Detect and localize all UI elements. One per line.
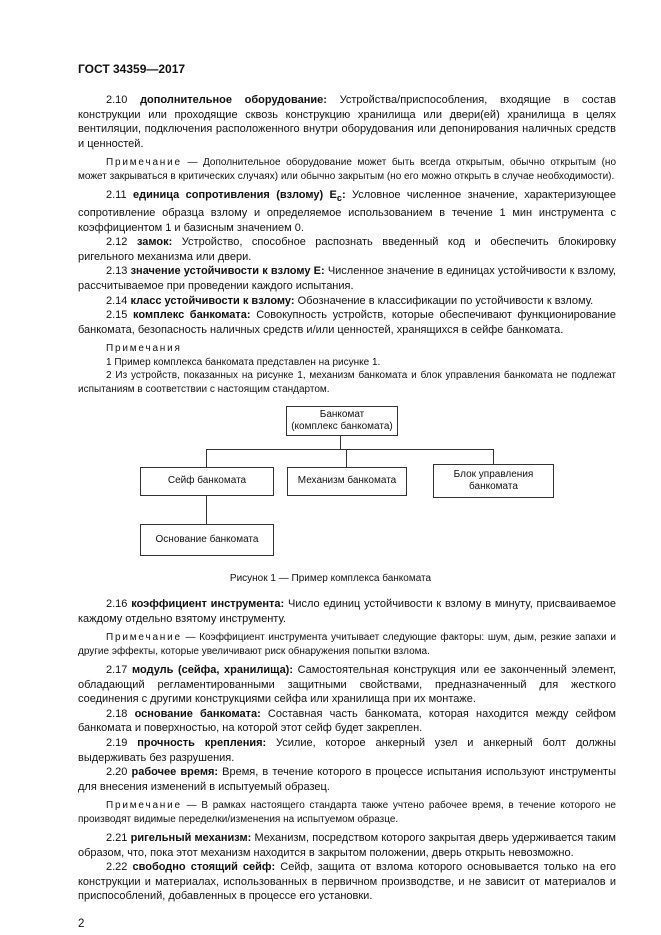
definition-2-15 <box>78 308 616 337</box>
box-atm-control-unit: Блок управления банкомата <box>433 464 554 498</box>
term-definition: Условное численное значение, характеризующее сопротивление образца взлому и определяемое использованием в течение 1 мин инструмента с коэффициентом 1 и базисным значением 0. <box>78 189 616 234</box>
note-item: 2 Из устройств, показанных на рисунке 1, механизм банкомата и блок управления банкомата не подлежат испытаниям в соответствии с настоящим стандартом. <box>78 370 616 395</box>
term-number: 2.19 <box>106 736 128 749</box>
definition-2-19 <box>78 736 616 765</box>
definition-2-22 <box>78 860 616 904</box>
definition-2-14 <box>78 294 616 309</box>
note-2-10: Примечание — Дополнительное оборудование может быть всегда открытым, обычно открытым (но может закрываться в критических случаях) или обычно закрытым (но его можно открыть в случае необходимости). <box>78 157 617 182</box>
term-name: прочность крепления: <box>137 736 267 749</box>
definition-2-16 <box>78 597 616 626</box>
box-atm-safe: Сейф банкомата <box>140 467 274 496</box>
term-name: ригельный механизм: <box>130 832 252 845</box>
term-name: единица сопротивления (взлому) E <box>132 189 337 202</box>
text-top <box>78 93 616 396</box>
term-name: рабочее время: <box>131 766 219 779</box>
term-name: модуль (сейфа, хранилища): <box>132 663 294 676</box>
definition-2-13 <box>78 264 616 293</box>
term-definition: Составная часть банкомата, которая находится между сейфом банкомата и поверхностью, на которой этот сейф будет закреплен. <box>78 707 616 735</box>
term-definition: Численное значение в единицах устойчивости к взлому, рассчитываемое при проведении каждого испытания. <box>78 265 616 292</box>
note-item: 1 Пример комплекса банкомата представлен на рисунке 1. <box>106 356 381 368</box>
term-number: 2.21 <box>106 832 128 845</box>
term-number: 2.18 <box>106 707 128 720</box>
term-number: 2.14 <box>106 294 128 307</box>
term-number: 2.17 <box>106 663 128 676</box>
term-name: значение устойчивости к взлому E: <box>130 265 325 278</box>
definition-2-12 <box>78 235 616 264</box>
term-name: комплекс банкомата: <box>133 309 251 322</box>
term-number: 2.12 <box>106 236 128 249</box>
term-number: 2.11 <box>106 189 127 202</box>
note-2-20: Примечание — В рамках настоящего стандарта также учтено рабочее время, в течение которого не производят видимые переделки/изменения на испытуемом образце. <box>78 800 616 825</box>
term-definition: Устройства/приспособления, входящие в состав конструкции или проходящие сквозь конструкцию хранилища или двери(ей) хранилища в целях вентиляции, подключения расположенного внутри оборудования или депонирования наличных средств и ценностей. <box>78 94 616 150</box>
note-2-16: Примечание — Коэффициент инструмента учитывает следующие факторы: шум, дым, резкие запахи и другие эффекты, которые увеличивают риск обнаружения попытки взлома. <box>78 632 616 657</box>
term-number: 2.20 <box>106 766 128 779</box>
term-definition: Сейф, защита от взлома которого основывается только на его конструкции и материалах, использованных в первичном производстве, и не зависит от материалов и приспособлений, добавленных в процессе его установки. <box>78 861 616 903</box>
term-definition: Совокупность устройств, которые обеспечивают функционирование банкомата, безопасность наличных средств и/или ценностей, хранящихся в сейфе банкомата. <box>78 309 617 336</box>
term-name: класс устойчивости к взлому: <box>130 294 295 307</box>
term-definition: Устройство, способное распознать введенный код и обеспечить блокировку ригельного механизма или двери. <box>78 236 617 263</box>
term-number: 2.22 <box>106 861 128 874</box>
term-definition: Число единиц устойчивости к взлому в минуту, присваиваемое каждому отдельно взятому инструменту. <box>78 597 616 625</box>
term-definition: Время, в течение которого в процессе испытания используют инструменты для внесения изменений в испытуемый образец. <box>78 766 617 793</box>
term-name: замок: <box>136 236 173 249</box>
term-name: коэффициент инструмента: <box>131 597 285 610</box>
document-header: ГОСТ 34359—2017 <box>78 62 186 76</box>
figure-caption: Рисунок 1 — Пример комплекса банкомата <box>229 572 432 584</box>
term-number: 2.13 <box>106 265 128 278</box>
definition-2-21 <box>78 831 616 860</box>
term-definition: Обозначение в классификации по устойчивости к взлому. <box>297 294 594 307</box>
term-number: 2.10 <box>106 94 128 106</box>
term-number: 2.16 <box>106 597 128 610</box>
notes-label: Примечания <box>106 343 182 355</box>
term-colon: : <box>341 189 346 202</box>
term-definition: Самостоятельная конструкция или ее законченный элемент, обладающий регламентированными защитными свойствами, предназначенный для жесткого соединения с другими конструкциями сейфа или хранилища при их монтаже. <box>78 663 617 706</box>
page-number: 2 <box>78 918 85 931</box>
definition-2-20 <box>78 765 616 794</box>
term-definition: Механизм, посредством которого закрытая дверь удерживается таким образом, что, пока этот механизм находится в закрытом положении, дверь открыть невозможно. <box>78 832 616 859</box>
definition-2-17 <box>78 663 616 707</box>
box-atm-mechanism: Механизм банкомата <box>287 467 407 496</box>
definition-2-11 <box>78 188 616 235</box>
term-name: дополнительное оборудование: <box>140 94 327 106</box>
box-atm-base: Основание банкомата <box>140 524 274 556</box>
text-bottom <box>78 597 616 904</box>
term-definition: Усилие, которое анкерный узел и анкерный болт должны выдерживать без разрушения. <box>78 736 616 764</box>
term-name: свободно стоящий сейф: <box>132 861 276 874</box>
box-atm-complex: Банкомат (комплекс банкомата) <box>286 406 398 436</box>
definition-2-18 <box>78 707 616 736</box>
figure-1-diagram <box>0 406 661 566</box>
term-name: основание банкомата: <box>134 707 261 720</box>
term-number: 2.15 <box>106 309 128 322</box>
term-subscript: c <box>336 193 342 204</box>
definition-2-10 <box>78 93 616 151</box>
